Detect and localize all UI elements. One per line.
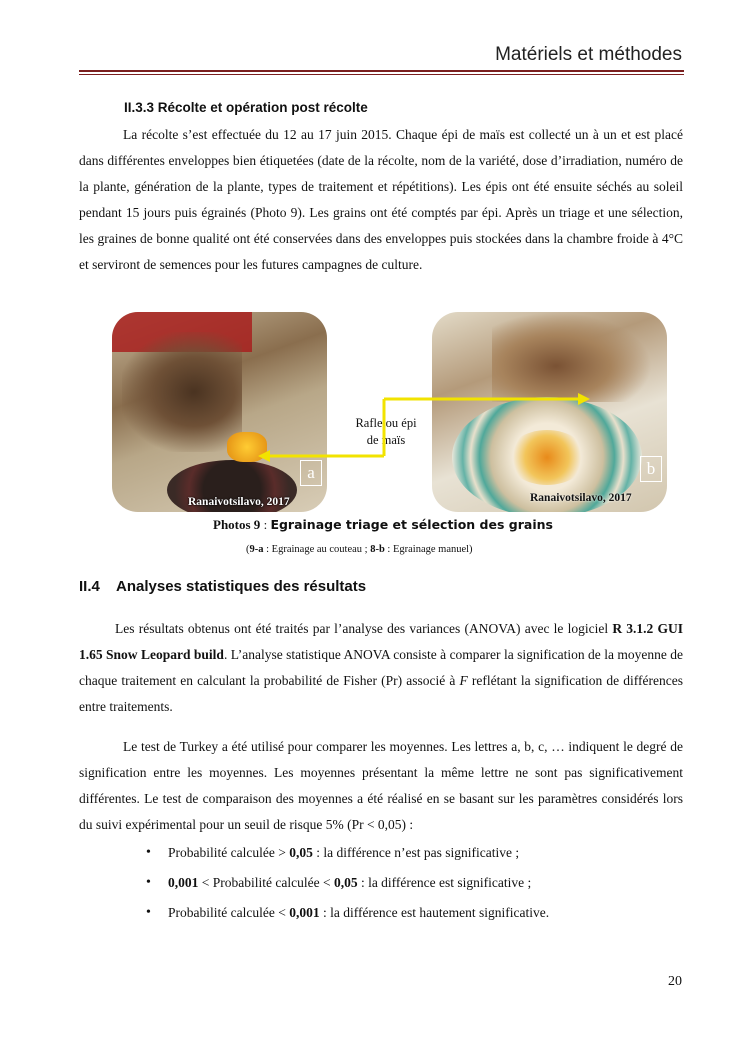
photo-9b xyxy=(432,312,667,512)
bullet-1-post: : la différence n’est pas significative ; xyxy=(312,845,520,860)
callout-line-1: Rafle ou épi xyxy=(355,416,417,430)
photo-a-letter: a xyxy=(300,460,322,486)
bullet-1-value: 0,05 xyxy=(289,845,313,860)
subcaption-a-text: : Egrainage au couteau ; xyxy=(263,544,371,555)
page-number: 20 xyxy=(668,974,682,989)
section-number: II.4 xyxy=(79,578,100,595)
list-item xyxy=(146,901,549,931)
caption-separator: : xyxy=(260,517,271,532)
subcaption-open: ( xyxy=(246,544,250,555)
fisher-f: F xyxy=(459,673,468,688)
callout-line-2: de maïs xyxy=(366,433,406,447)
list-item xyxy=(146,871,549,901)
bullet-3-value: 0,001 xyxy=(289,905,320,920)
significance-list xyxy=(146,841,549,931)
anova-paragraph xyxy=(79,616,683,720)
harvest-paragraph xyxy=(79,122,683,278)
corn-cob-callout xyxy=(338,415,434,449)
photo-9a xyxy=(112,312,327,512)
bullet-3-post: : la différence est hautement significative. xyxy=(319,905,550,920)
photo-a-hands xyxy=(122,332,242,452)
photo-b-letter: b xyxy=(640,456,662,482)
caption-label: Photos 9 xyxy=(213,517,261,532)
bullet-2-value: 0,001 xyxy=(168,875,199,890)
subcaption-b-text: : Egrainage manuel) xyxy=(384,544,473,555)
figure-subcaption xyxy=(246,544,473,555)
photo-a-credit: Ranaivotsilavo, 2017 xyxy=(188,496,290,508)
header-rule-thin xyxy=(79,74,684,75)
section-title: Analyses statistiques des résultats xyxy=(116,578,367,595)
anova-text-3: reflétant la signification de différences entre traitements. xyxy=(79,673,683,714)
photo-b-credit: Ranaivotsilavo, 2017 xyxy=(530,492,632,504)
bullet-1-pre: Probabilité calculée > xyxy=(168,845,290,860)
list-item xyxy=(146,841,549,871)
photo-a-corn-cob xyxy=(227,432,267,462)
subcaption-b-ref: 8-b xyxy=(370,544,385,555)
page-header-title: Matériels et méthodes xyxy=(495,44,682,65)
photo-b-hands xyxy=(492,312,652,402)
section-heading-2-4 xyxy=(79,578,366,595)
anova-text-2: . L’analyse statistique ANOVA consiste à comparer la signification de la moyenne de chaque traitement en calculant la probabilité de Fisher (Pr) associé à xyxy=(79,647,683,688)
bullet-2-value-2: 0,05 xyxy=(333,875,358,890)
turkey-paragraph xyxy=(79,734,683,838)
bullet-3-pre: Probabilité calculée < xyxy=(168,905,290,920)
software-name: R 3.1.2 GUI 1.65 Snow Leopard build xyxy=(79,621,683,662)
header-rule xyxy=(79,70,684,72)
section-heading-2-3-3: II.3.3 Récolte et opération post récolte xyxy=(124,100,368,115)
bullet-2-mid: < Probabilité calculée < xyxy=(198,875,334,890)
photo-b-grains xyxy=(507,430,587,485)
figure-caption xyxy=(213,517,553,533)
bullet-2-post: : la différence est significative ; xyxy=(357,875,532,890)
subcaption-a-ref: 9-a xyxy=(249,544,264,555)
caption-title: Egrainage triage et sélection des grains xyxy=(270,517,553,532)
harvest-paragraph-text: La récolte s’est effectuée du 12 au 17 juin 2015. Chaque épi de maïs est collecté un à un et est placé dans différentes enveloppes bien étiquetées (date de la récolte, nom de la variété, dose d’irradiation, numéro de la plante, génération de la plante, types de traitement et répétitions). Les épis ont été ensuite séchés au soleil pendant 15 jours puis égrainés (Photo 9). Les grains ont été comptés par épi. Après un triage et une sélection, les graines de bonne qualité ont été conservées dans des enveloppes puis stockées dans la chambre froide à 4°C et serviront de semences pour les futures campagnes de culture. xyxy=(79,127,683,272)
anova-text-1: Les résultats obtenus ont été traités par l’analyse des variances (ANOVA) avec le logiciel xyxy=(115,621,613,636)
turkey-text: Le test de Turkey a été utilisé pour comparer les moyennes. Les lettres a, b, c, … indiquent le degré de signification entre les moyennes. Les moyennes présentant la même lettre ne sont pas significativement différentes. Le test de comparaison des moyennes a été réalisé en se basant sur les paramètres considérés lors du suivi expérimental pour un seuil de risque 5% (Pr < 0,05) : xyxy=(79,739,683,832)
